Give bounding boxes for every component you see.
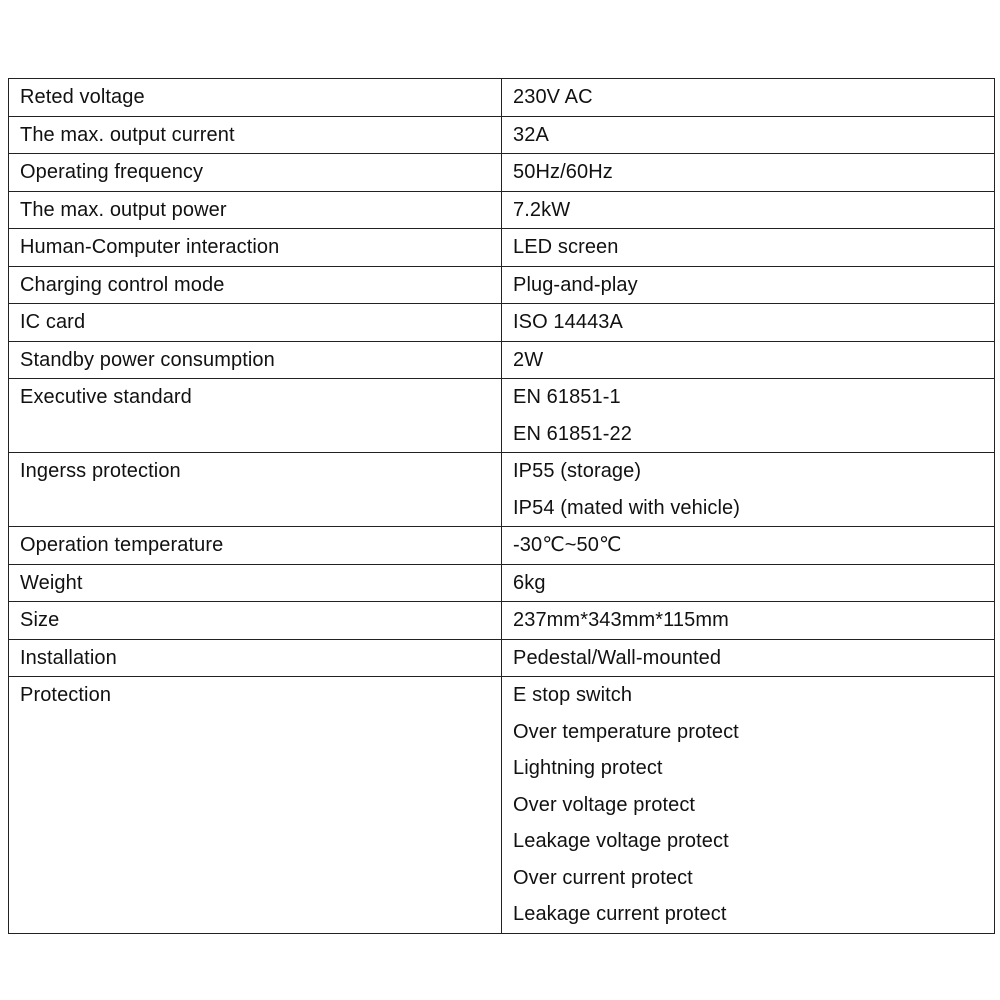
table-row: [9, 79, 995, 117]
spec-value: EN 61851-1: [513, 386, 621, 408]
table-row: [9, 527, 995, 565]
spec-value: 2W: [513, 348, 544, 371]
table-row: [9, 602, 995, 640]
spec-value-cell: [502, 229, 995, 267]
spec-label: Reted voltage: [20, 86, 145, 108]
spec-label-cell: [9, 191, 502, 229]
spec-value: Plug-and-play: [513, 273, 638, 296]
spec-label: Operating frequency: [20, 161, 204, 183]
spec-value-cell: [502, 379, 995, 453]
spec-value: Over temperature protect: [513, 720, 739, 743]
spec-label-cell: [9, 379, 502, 453]
spec-label-cell: [9, 602, 502, 640]
spec-value: -30℃~50℃: [513, 534, 622, 556]
table-row: [9, 639, 995, 677]
spec-value-cell: [502, 191, 995, 229]
spec-label: The max. output current: [20, 123, 235, 146]
spec-value: 7.2kW: [513, 198, 571, 221]
specification-table-body: [9, 79, 995, 934]
spec-value: ISO 14443A: [513, 311, 623, 333]
spec-value: EN 61851-22: [513, 422, 632, 445]
spec-value: 237mm*343mm*115mm: [513, 609, 729, 631]
spec-label-cell: [9, 229, 502, 267]
spec-value: Pedestal/Wall-mounted: [513, 646, 722, 669]
spec-label-cell: [9, 677, 502, 934]
table-row: [9, 304, 995, 342]
spec-value-cell: [502, 116, 995, 154]
spec-value-cell: [502, 639, 995, 677]
spec-value: Lightning protect: [513, 757, 663, 779]
spec-label: Protection: [20, 684, 112, 706]
table-row: [9, 116, 995, 154]
spec-value-cell: [502, 453, 995, 527]
spec-label: Operation temperature: [20, 534, 224, 556]
spec-label: The max. output power: [20, 198, 227, 221]
table-row: [9, 341, 995, 379]
spec-value-cell: [502, 266, 995, 304]
spec-label: IC card: [20, 311, 86, 333]
spec-value: Over current protect: [513, 866, 693, 889]
spec-label-cell: [9, 527, 502, 565]
spec-label: Ingerss protection: [20, 460, 181, 482]
spec-value-cell: [502, 527, 995, 565]
spec-value: Leakage voltage protect: [513, 830, 729, 852]
spec-value: Over voltage protect: [513, 793, 696, 816]
spec-value: IP54 (mated with vehicle): [513, 496, 741, 519]
spec-label-cell: [9, 266, 502, 304]
spec-label-cell: [9, 79, 502, 117]
spec-value-cell: [502, 341, 995, 379]
spec-label: Human-Computer interaction: [20, 236, 280, 258]
spec-label: Standby power consumption: [20, 348, 275, 371]
table-row: [9, 191, 995, 229]
table-row: [9, 379, 995, 453]
spec-value: 50Hz/60Hz: [513, 161, 613, 183]
table-row: [9, 453, 995, 527]
spec-value: 230V AC: [513, 86, 593, 108]
spec-label: Size: [20, 609, 60, 631]
spec-label-cell: [9, 154, 502, 192]
spec-label: Executive standard: [20, 386, 192, 408]
spec-value-cell: [502, 79, 995, 117]
spec-label-cell: [9, 564, 502, 602]
table-row: [9, 677, 995, 934]
table-row: [9, 229, 995, 267]
spec-value-cell: [502, 154, 995, 192]
spec-value: Leakage current protect: [513, 903, 727, 925]
spec-label-cell: [9, 453, 502, 527]
spec-label: Charging control mode: [20, 273, 225, 296]
spec-label-cell: [9, 639, 502, 677]
spec-label-cell: [9, 341, 502, 379]
table-row: [9, 154, 995, 192]
table-row: [9, 266, 995, 304]
spec-label: Installation: [20, 646, 117, 669]
spec-value: E stop switch: [513, 684, 633, 706]
spec-value: IP55 (storage): [513, 460, 642, 482]
spec-label-cell: [9, 304, 502, 342]
spec-value: 32A: [513, 123, 549, 146]
spec-value-cell: [502, 677, 995, 934]
specification-table: [8, 78, 995, 934]
spec-label: Weight: [20, 571, 83, 594]
spec-value: LED screen: [513, 236, 619, 258]
spec-value: 6kg: [513, 571, 546, 594]
spec-value-cell: [502, 602, 995, 640]
spec-label-cell: [9, 116, 502, 154]
spec-value-cell: [502, 304, 995, 342]
spec-value-cell: [502, 564, 995, 602]
table-row: [9, 564, 995, 602]
